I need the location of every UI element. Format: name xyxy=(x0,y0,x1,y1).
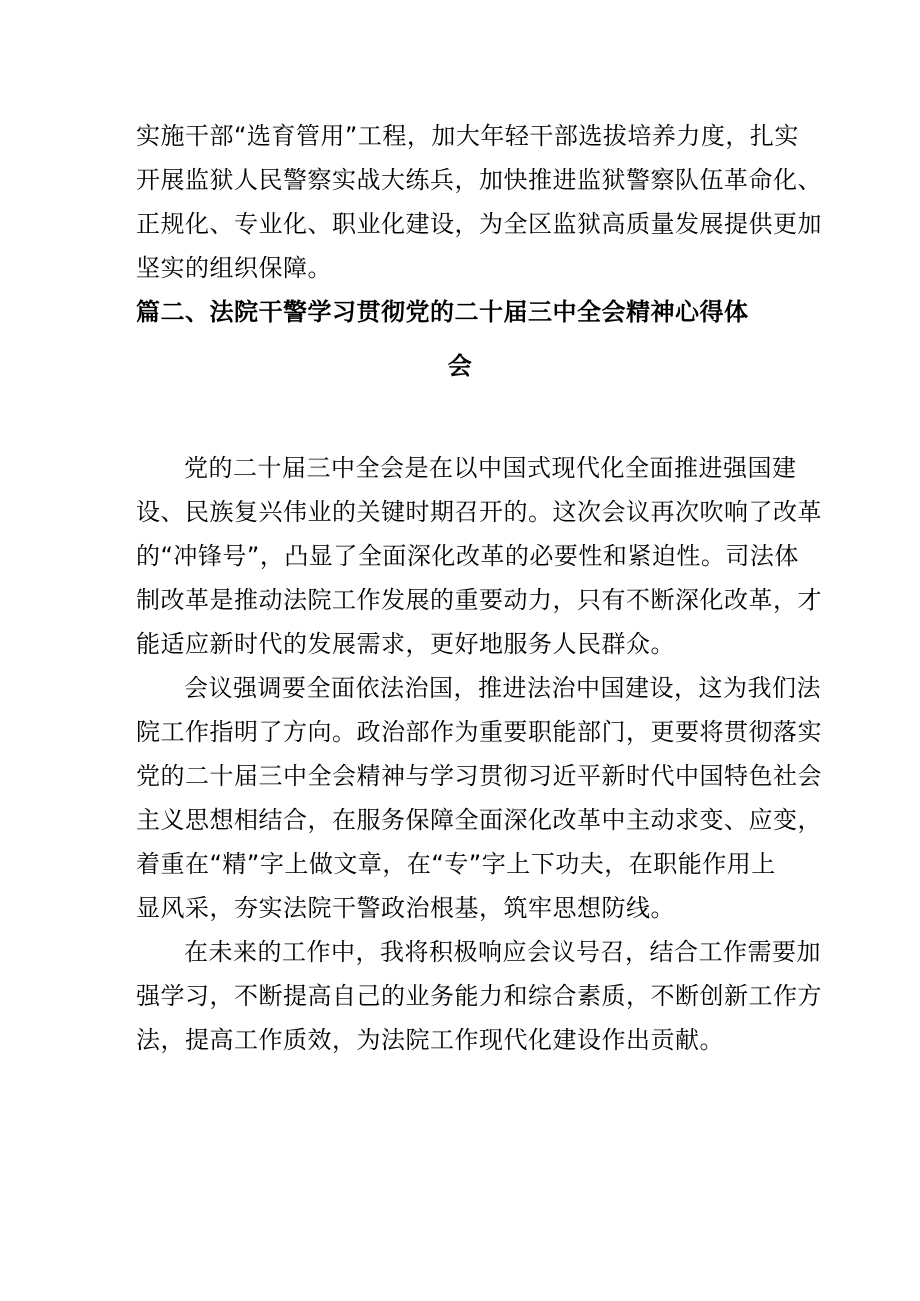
paragraph-line: 设、民族复兴伟业的关键时期召开的。这次会议再次吹响了改革 xyxy=(136,498,822,526)
paragraph-line: 会议强调要全面依法治国，推进法治中国建设，这为我们法 xyxy=(184,674,821,702)
intro-line: 正规化、专业化、职业化建设，为全区监狱高质量发展提供更加 xyxy=(136,210,822,238)
paragraph-line: 显风采，夯实法院干警政治根基，筑牢思想防线。 xyxy=(136,894,675,922)
paragraph-line: 着重在“精”字上做文章，在“专”字上下功夫，在职能作用上 xyxy=(136,850,776,878)
intro-line: 坚实的组织保障。 xyxy=(136,254,332,282)
intro-line: 实施干部“选育管用”工程，加大年轻干部选拔培养力度，扎实 xyxy=(136,122,799,150)
paragraph-line: 院工作指明了方向。政治部作为重要职能部门，更要将贯彻落实 xyxy=(136,718,822,746)
paragraph-line: 制改革是推动法院工作发展的重要动力，只有不断深化改革，才 xyxy=(136,586,822,614)
section-title: 篇二、法院干警学习贯彻党的二十届三中全会精神心得体 xyxy=(136,298,749,326)
paragraph-line: 能适应新时代的发展需求，更好地服务人民群众。 xyxy=(136,630,675,658)
paragraph-line: 法，提高工作质效，为法院工作现代化建设作出贡献。 xyxy=(136,1026,724,1054)
paragraph-line: 主义思想相结合，在服务保障全面深化改革中主动求变、应变， xyxy=(136,806,822,834)
section-title-continuation: 会 xyxy=(447,352,473,380)
paragraph-line: 党的二十届三中全会精神与学习贯彻习近平新时代中国特色社会 xyxy=(136,762,822,790)
paragraph-line: 的“冲锋号”，凸显了全面深化改革的必要性和紧迫性。司法体 xyxy=(136,542,799,570)
paragraph-line: 强学习，不断提高自己的业务能力和综合素质，不断创新工作方 xyxy=(136,982,822,1010)
paragraph-line: 党的二十届三中全会是在以中国式现代化全面推进强国建 xyxy=(184,454,797,482)
intro-line: 开展监狱人民警察实战大练兵，加快推进监狱警察队伍革命化、 xyxy=(136,166,822,194)
paragraph-line: 在未来的工作中，我将积极响应会议号召，结合工作需要加 xyxy=(184,938,821,966)
